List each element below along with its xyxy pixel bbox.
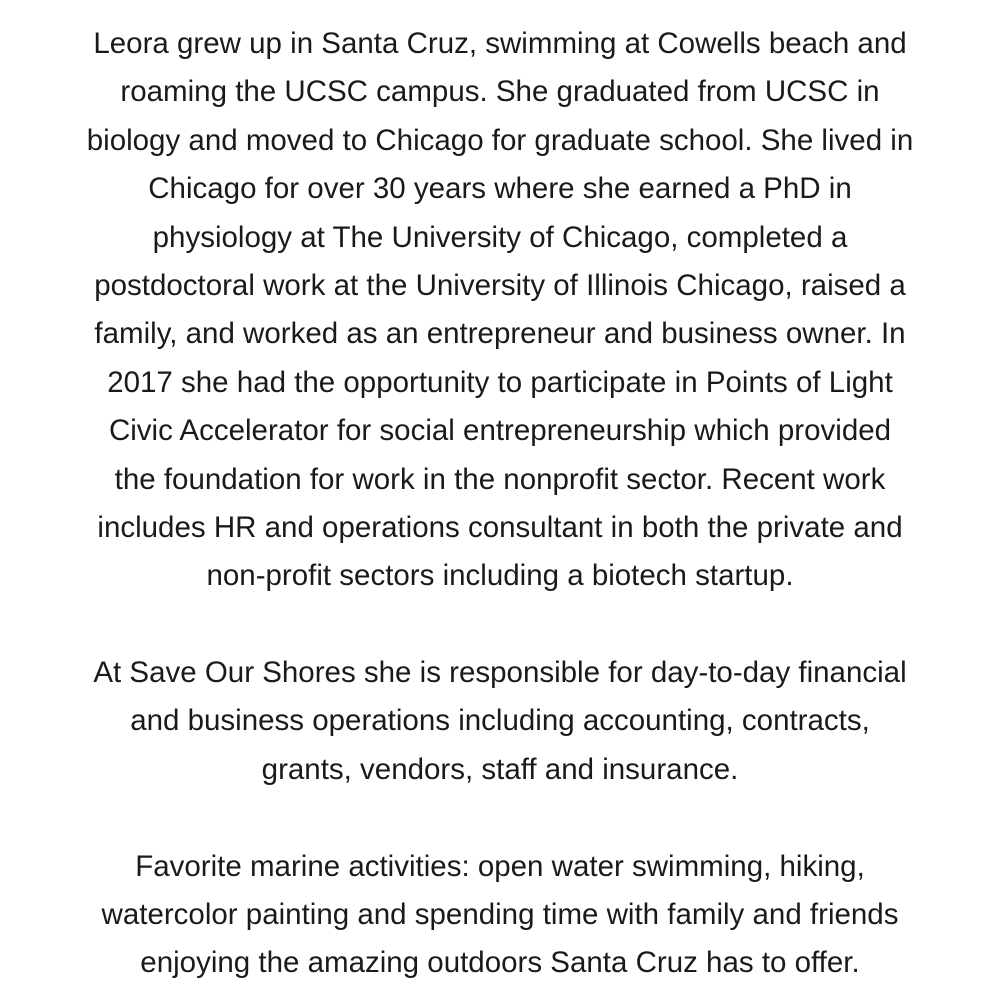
paragraph-gap xyxy=(0,794,1000,842)
text-line: postdoctoral work at the University of Illinois Chicago, raised a xyxy=(94,268,906,302)
paragraph-role xyxy=(0,649,1000,794)
text-line: roaming the UCSC campus. She graduated from UCSC in xyxy=(120,75,880,109)
paragraph-gap xyxy=(0,601,1000,649)
text-line: Favorite marine activities: open water swimming, hiking, xyxy=(135,849,865,883)
text-line: enjoying the amazing outdoors Santa Cruz has to offer. xyxy=(140,946,860,980)
text-line: Leora grew up in Santa Cruz, swimming at Cowells beach and xyxy=(93,27,907,60)
text-line: watercolor painting and spending time with family and friends xyxy=(101,898,899,932)
paragraph-favorites xyxy=(0,843,1000,988)
text-line: 2017 she had the opportunity to participate in Points of Light xyxy=(107,365,893,399)
text-line: family, and worked as an entrepreneur and business owner. In xyxy=(94,317,906,351)
text-line: grants, vendors, staff and insurance. xyxy=(261,752,739,786)
text-line: Civic Accelerator for social entrepreneurship which provided xyxy=(108,414,892,448)
paragraph-background xyxy=(0,20,1000,601)
text-line: Chicago for over 30 years where she earned a PhD in xyxy=(148,172,852,206)
text-line: includes HR and operations consultant in both the private and xyxy=(97,510,903,544)
text-line: At Save Our Shores she is responsible for day-to-day financial xyxy=(93,656,907,690)
text-line: biology and moved to Chicago for graduate school. She lived in xyxy=(86,123,914,157)
text-line: non-profit sectors including a biotech startup. xyxy=(206,559,794,593)
text-line: and business operations including accounting, contracts, xyxy=(130,704,870,738)
text-line: physiology at The University of Chicago, completed a xyxy=(152,220,848,254)
text-line: the foundation for work in the nonprofit sector. Recent work xyxy=(114,462,886,496)
